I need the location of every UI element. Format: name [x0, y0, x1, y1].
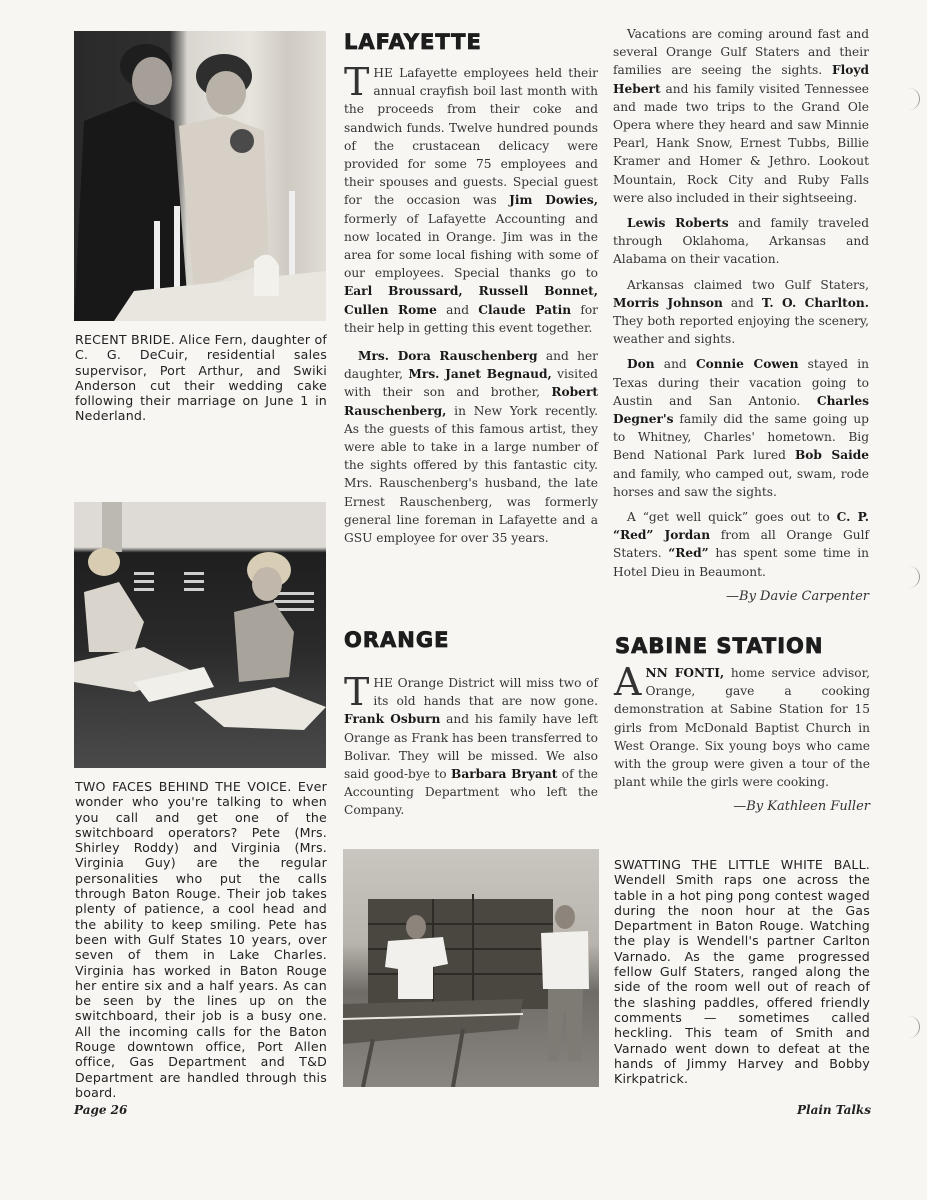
name-bold: Morris Johnson: [613, 295, 723, 310]
vacations-paragraph-4: [613, 355, 869, 501]
lafayette-article: [344, 60, 598, 554]
switchboard-caption: [75, 779, 327, 1100]
text: and: [654, 357, 696, 372]
dropcap: A: [614, 660, 642, 704]
wedding-photo: [74, 31, 326, 321]
text: from all Orange Gulf Staters.: [613, 528, 870, 561]
page-number: Page 26: [74, 1103, 128, 1117]
text: has spent some time in Hotel Dieu in Beaumont.: [613, 546, 869, 579]
text: and family traveled through Oklahoma, Arkansas and Alabama on their vacation.: [613, 216, 869, 267]
sabine-station-headline: SABINE STATION: [615, 634, 824, 658]
name-bold: Mrs. Dora Rauschenberg: [358, 349, 538, 364]
text: and her daughter,: [344, 349, 598, 382]
name-bold: C. P. “Red” Jordan: [613, 510, 869, 543]
name-bold: Lewis Roberts: [627, 216, 729, 231]
binding-mark: [905, 88, 920, 110]
bride-caption-body: Alice Fern, daughter of C. G. DeCuir, residential sales supervisor, Port Arthur, and Swiki Anderson cut their wedding cake following their marriage on June 1 in Nederland.: [75, 332, 328, 424]
name-bold: Claude Patin: [478, 302, 572, 317]
name-bold: T. O. Charlton.: [761, 295, 869, 310]
text: of the Accounting Department who left the Company.: [344, 767, 599, 818]
name-bold: Don: [627, 357, 655, 372]
switchboard-caption-lead: TWO FACES BEHIND THE VOICE.: [75, 779, 292, 794]
vacations-paragraph-1: [613, 25, 869, 207]
byline-davie-carpenter: —By Davie Carpenter: [726, 588, 869, 604]
name-bold: Bob Saide: [794, 448, 869, 463]
binding-mark: [905, 566, 920, 588]
text: and: [436, 302, 479, 317]
name-bold: Robert Rauschenberg,: [344, 385, 598, 418]
text: and: [722, 295, 762, 310]
name-bold: NN FONTI,: [645, 666, 725, 680]
vacations-paragraph-5: [613, 508, 869, 581]
switchboard-caption-body: Ever wonder who you're talking to when you call and get one of the switchboard operators? Pete (Mrs. Shirley Roddy) and Virginia (Mrs. Virginia Guy) are the regular personalities who put the calls through Baton Rouge. Their job takes plenty of patience, a cool head and the ability to keep smiling. Pete has been with Gulf States 10 years, over seven of them in Lake Charles. Virginia has worked in Baton Rouge her entire six and a half years. As can be seen by the lines up on the switchboard, their job is a busy one. All the incoming calls for the Baton Rouge downtown office, Port Allen office, Gas Department and T&D Department are handled through this board.: [75, 779, 327, 1100]
sabine-paragraph: [614, 660, 871, 791]
text: and his family visited Tennessee and made two trips to the Grand Ole Opera where they heard and saw Minnie Pearl, Hank Snow, Ernest Tubbs, Billie Kramer and Homer & Jethro. Lookout Mountain, Rock City and Ruby Falls were also included in their sightseeing.: [613, 81, 869, 205]
lafayette-paragraph-2: [344, 347, 598, 547]
vacations-paragraph-3: [613, 276, 869, 349]
text: home service advisor, Orange, gave a cooking demonstration at Sabine Station for 15 girls from McDonald Baptist Church in West Orange. Six young boys who came with the group were given a tour of the plant while the girls were cooking.: [614, 666, 871, 790]
text: in New York recently. As the guests of this famous artist, they were able to take in a large number of the sights offered by this fantastic city. Mrs. Rauschenberg's husband, the late Ernest Rauschenberg, was formerly general line foreman in Lafayette and a GSU employee for over 35 years.: [344, 403, 598, 546]
text: family did the same going up to Whitney, Charles' hometown. Big Bend National Park lured: [613, 412, 869, 463]
text: and family, who camped out, swam, rode horses and saw the sights.: [613, 466, 869, 499]
bride-caption-lead: RECENT BRIDE.: [75, 332, 175, 347]
name-bold: Barbara Bryant: [451, 767, 558, 782]
orange-article: [344, 670, 599, 827]
switchboard-illustration: [74, 502, 326, 768]
text: HE Lafayette employees held their annual crayfish boil last month with the proceeds from their coke and sandwich funds. Twelve hundred pounds of the crustacean delicacy were provided for some 75 employees and their spouses and guests. Special guest for the occasion was: [344, 66, 598, 208]
byline-kathleen-fuller: —By Kathleen Fuller: [733, 799, 870, 815]
wedding-illustration: [74, 31, 326, 321]
binding-mark: [905, 1016, 920, 1038]
text: Vacations are coming around fast and several Orange Gulf Staters and their families are seeing the sights.: [613, 27, 869, 78]
lafayette-headline: LAFAYETTE: [344, 30, 482, 54]
sabine-station-article: [614, 660, 871, 817]
name-bold: Frank Osburn: [344, 712, 441, 727]
bride-caption: [75, 332, 327, 424]
pingpong-photo: [343, 849, 599, 1087]
pingpong-caption-body: Wendell Smith raps one across the table in a hot ping pong contest waged during the noon hour at the Gas Department in Baton Rouge. Watching the play is Wendell's partner Carlton Varnado. As the game progressed fellow Gulf Staters, ranged along the side of the room well out of reach of the slashing paddles, offered friendly comments — sometimes called heckling. This team of Smith and Varnado went down to defeat at the hands of Jimmy Harvey and Bobby Kirkpatrick.: [614, 872, 870, 1087]
pingpong-caption: [614, 857, 870, 1086]
switchboard-photo: [74, 502, 326, 768]
name-bold: Charles Degner's: [613, 393, 869, 427]
dropcap: T: [344, 60, 370, 104]
name-bold: Jim Dowies,: [509, 193, 598, 208]
lafayette-paragraph-1: [344, 60, 598, 337]
text: A “get well quick” goes out to: [627, 510, 837, 525]
pingpong-caption-lead: SWATTING THE LITTLE WHITE BALL.: [614, 857, 870, 872]
text: Arkansas claimed two Gulf Staters,: [627, 277, 869, 292]
name-bold: Mrs. Janet Begnaud,: [408, 367, 552, 382]
vacations-paragraph-2: [613, 214, 869, 269]
name-bold: Earl Broussard, Russell Bonnet, Cullen Rome: [344, 284, 598, 317]
text: stayed in Texas during their vacation going to Austin and San Antonio.: [613, 357, 869, 408]
name-bold: Connie Cowen: [695, 357, 799, 372]
pingpong-illustration: [343, 849, 599, 1087]
orange-headline: ORANGE: [344, 628, 450, 652]
text: They both reported enjoying the scenery, weather and sights.: [613, 314, 869, 347]
text: and his family have left Orange as Frank has been transferred to Bolivar. They will be missed. We also said good-bye to: [344, 712, 598, 782]
dropcap: T: [344, 670, 370, 714]
text: visited with their son and brother,: [344, 367, 598, 400]
orange-vacations-article: [613, 25, 869, 606]
text: formerly of Lafayette Accounting and now located in Orange. Jim was in the area for some local fishing with some of our employees. Special thanks go to: [344, 211, 598, 281]
name-bold: Floyd Hebert: [613, 63, 869, 96]
text: HE Orange District will miss two of its old hands that are now gone.: [373, 676, 598, 709]
publication-name: Plain Talks: [796, 1103, 871, 1117]
text: for their help in getting this event together.: [344, 302, 598, 335]
name-bold: “Red”: [668, 546, 709, 561]
orange-paragraph: [344, 670, 599, 820]
